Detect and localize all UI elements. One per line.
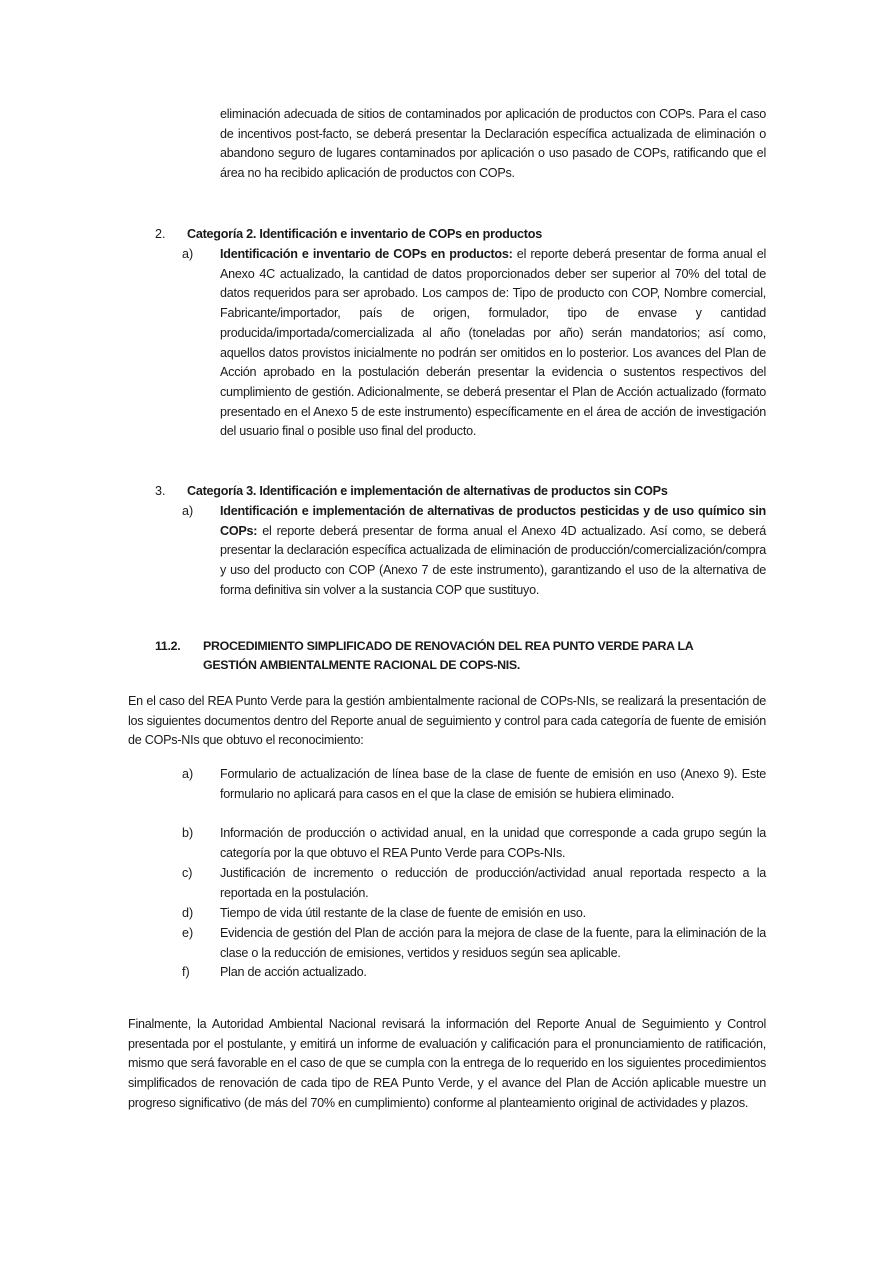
list-letter: a) [182,767,194,781]
item-letter: a) [182,247,194,261]
list-item: Plan de acción actualizado. [220,965,367,979]
category-number: 3. [155,484,166,498]
list-letter: d) [182,906,194,920]
list-letter: f) [182,965,190,979]
item-text: el reporte deberá presentar de forma anual el Anexo 4C actualizado, la cantidad de datos proporcionados deber ser superior al 70% del total de datos requeridos para ser aprobado. Los campos de: Tipo de producto con COP, Nombre comercial, Fabricante/importador, país de origen, formulador, tipo de envase y cantidad producida/importada/comercializada al año (toneladas por año) serán mandatorios; así como, aquellos datos provistos inicialmente no podrán ser omitidos en lo posterior. Los avances del Plan de Acción aprobado en la postulación deberán presentar la evidencia o sustentos respectivos del cumplimiento de gestión. Adicionalmente, se deberá presentar el Plan de Acción actualizado (formato presentado en el Anexo 5 de este instrumento) específicamente en el área de acción de investigación del usuario final o posible uso final del producto. [220,247,766,439]
list-letter: c) [182,866,193,880]
section-title-line-2: GESTIÓN AMBIENTALMENTE RACIONAL DE COPS-NIS. [203,658,520,672]
section-title-line-1: PROCEDIMIENTO SIMPLIFICADO DE RENOVACIÓN DEL REA PUNTO VERDE PARA LA [203,639,694,653]
list-item: Formulario de actualización de línea base de la clase de fuente de emisión en uso (Anexo 9). Este formulario no aplicará para casos en el que la clase de emisión se hubiera eliminado. [220,767,766,801]
list-letter: b) [182,826,194,840]
list-item: Tiempo de vida útil restante de la clase de fuente de emisión en uso. [220,906,586,920]
item-text: el reporte deberá presentar de forma anual el Anexo 4D actualizado. Así como, se deberá presentar la declaración específica actualizada de eliminación de producción/comercialización/compra y uso del producto con COP (Anexo 7 de este instrumento), garantizando el uso de la alternativa de forma definitiva sin volver a la sustancia COP que sustituyo. [220,523,766,597]
category-2-title: Categoría 2. Identificación e inventario de COPs en productos [187,227,542,241]
continuation-paragraph: eliminación adecuada de sitios de contaminados por aplicación de productos con COPs. Para el caso de incentivos post-facto, se deberá presentar la Declaración específica actualizada de eliminación o abandono seguro de lugares contaminados por aplicación o uso pasado de COPs, ratificando que el área no ha recibido aplicación de productos con COPs. [220,107,766,181]
list-item: Justificación de incremento o reducción de producción/actividad anual reportada respecto a la reportada en la postulación. [220,866,766,900]
category-number: 2. [155,227,166,241]
list-item: Evidencia de gestión del Plan de acción para la mejora de clase de la fuente, para la eliminación de la clase o la reducción de emisiones, vertidos y residuos según sea aplicable. [220,926,766,960]
item-letter: a) [182,504,194,518]
item-bold-lead: Identificación e implementación de alternativas de productos pesticidas y de uso químico sin COPs: [220,504,766,538]
category-3-title: Categoría 3. Identificación e implementación de alternativas de productos sin COPs [187,484,668,498]
list-item: Información de producción o actividad anual, en la unidad que corresponde a cada grupo según la categoría por la que obtuvo el REA Punto Verde para COPs-NIs. [220,826,766,860]
category-2-item-a [220,245,766,442]
section-intro-paragraph: En el caso del REA Punto Verde para la gestión ambientalmente racional de COPs-NIs, se realizará la presentación de los siguientes documentos dentro del Reporte anual de seguimiento y control para cada categoría de fuente de emisión de COPs-NIs que obtuvo el reconocimiento: [128,694,766,748]
category-3-item-a [220,502,766,601]
section-number: 11.2. [155,639,181,653]
item-bold-lead: Identificación e inventario de COPs en productos: [220,247,513,261]
closing-paragraph: Finalmente, la Autoridad Ambiental Nacional revisará la información del Reporte Anual de Seguimiento y Control presentada por el postulante, y emitirá un informe de evaluación y calificación para el pronunciamiento de ratificación, mismo que será favorable en el caso de que se cumpla con la entrega de lo requerido en los siguientes procedimientos simplificados de renovación de cada tipo de REA Punto Verde, y el avance del Plan de Acción aplicable muestre un progreso significativo (de más del 70% en cumplimiento) conforme al planteamiento original de actividades y plazos. [128,1017,766,1110]
list-letter: e) [182,926,194,940]
